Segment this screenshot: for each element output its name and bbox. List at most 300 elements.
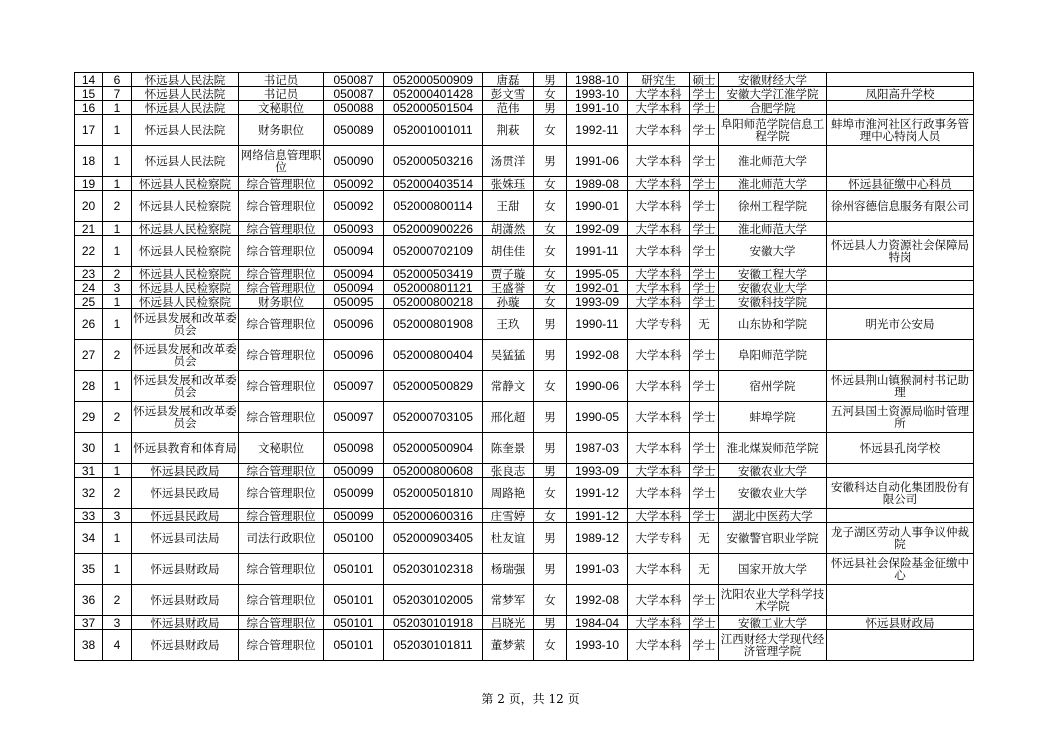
name-cell: 常静文: [483, 371, 534, 402]
degree-cell: 学士: [690, 146, 719, 177]
position-code-cell: 050094: [324, 281, 384, 295]
degree-cell: 学士: [690, 101, 719, 115]
birth-cell: 1993-10: [567, 630, 628, 661]
rank-cell: 1: [103, 554, 132, 585]
rank-cell: 2: [103, 402, 132, 433]
table-row: [75, 523, 974, 554]
unit-cell: 怀远县人民检察院: [132, 236, 239, 267]
seq-cell: 28: [75, 371, 103, 402]
gender-cell: 男: [534, 340, 567, 371]
position-code-cell: 050090: [324, 146, 384, 177]
school-cell: 宿州学院: [719, 371, 827, 402]
rank-cell: 1: [103, 295, 132, 309]
name-cell: 汤贯洋: [483, 146, 534, 177]
birth-cell: 1991-10: [567, 101, 628, 115]
ticket-cell: 052030101918: [384, 616, 483, 630]
position-cell: 综合管理职位: [239, 371, 324, 402]
ticket-cell: 052000503216: [384, 146, 483, 177]
work-unit-cell: 明光市公安局: [827, 309, 974, 340]
position-code-cell: 050088: [324, 101, 384, 115]
position-code-cell: 050099: [324, 464, 384, 478]
birth-cell: 1995-05: [567, 267, 628, 281]
birth-cell: 1990-05: [567, 402, 628, 433]
school-cell: 江西财经大学现代经济管理学院: [719, 630, 827, 661]
gender-cell: 男: [534, 402, 567, 433]
degree-cell: 无: [690, 309, 719, 340]
seq-cell: 33: [75, 509, 103, 523]
ticket-cell: 052000800608: [384, 464, 483, 478]
degree-cell: 学士: [690, 464, 719, 478]
work-unit-cell: [827, 146, 974, 177]
seq-cell: 38: [75, 630, 103, 661]
table-row: [75, 616, 974, 630]
unit-cell: 怀远县发展和改革委员会: [132, 371, 239, 402]
seq-cell: 22: [75, 236, 103, 267]
seq-cell: 35: [75, 554, 103, 585]
unit-cell: 怀远县财政局: [132, 630, 239, 661]
birth-cell: 1990-01: [567, 191, 628, 222]
name-cell: 范伟: [483, 101, 534, 115]
school-cell: 安徽大学: [719, 236, 827, 267]
ticket-cell: 052000403514: [384, 177, 483, 191]
table-row: [75, 585, 974, 616]
seq-cell: 15: [75, 87, 103, 101]
table-row: [75, 146, 974, 177]
seq-cell: 16: [75, 101, 103, 115]
rank-cell: 1: [103, 309, 132, 340]
gender-cell: 女: [534, 585, 567, 616]
gender-cell: 男: [534, 101, 567, 115]
position-cell: 综合管理职位: [239, 630, 324, 661]
table-row: [75, 340, 974, 371]
work-unit-cell: 五河县国土资源局临时管理所: [827, 402, 974, 433]
birth-cell: 1991-03: [567, 554, 628, 585]
name-cell: 常梦军: [483, 585, 534, 616]
education-cell: 大学本科: [628, 554, 690, 585]
unit-cell: 怀远县人民法院: [132, 73, 239, 87]
ticket-cell: 052000500904: [384, 433, 483, 464]
position-cell: 财务职位: [239, 295, 324, 309]
unit-cell: 怀远县财政局: [132, 616, 239, 630]
position-cell: 文秘职位: [239, 101, 324, 115]
work-unit-cell: [827, 73, 974, 87]
unit-cell: 怀远县财政局: [132, 554, 239, 585]
table-row: [75, 222, 974, 236]
rank-cell: 1: [103, 101, 132, 115]
school-cell: 安徽科技学院: [719, 295, 827, 309]
education-cell: 大学本科: [628, 267, 690, 281]
rank-cell: 1: [103, 146, 132, 177]
degree-cell: 学士: [690, 616, 719, 630]
table-row: [75, 509, 974, 523]
work-unit-cell: [827, 340, 974, 371]
work-unit-cell: 怀远县征缴中心科员: [827, 177, 974, 191]
ticket-cell: 052000703105: [384, 402, 483, 433]
gender-cell: 女: [534, 267, 567, 281]
gender-cell: 男: [534, 146, 567, 177]
education-cell: 研究生: [628, 73, 690, 87]
position-cell: 综合管理职位: [239, 340, 324, 371]
unit-cell: 怀远县人民检察院: [132, 267, 239, 281]
position-code-cell: 050101: [324, 585, 384, 616]
school-cell: 安徽财经大学: [719, 73, 827, 87]
rank-cell: 1: [103, 371, 132, 402]
name-cell: 彭文雪: [483, 87, 534, 101]
school-cell: 阜阳师范学院信息工程学院: [719, 115, 827, 146]
seq-cell: 34: [75, 523, 103, 554]
table-row: [75, 115, 974, 146]
name-cell: 庄雪婷: [483, 509, 534, 523]
name-cell: 杜友谊: [483, 523, 534, 554]
school-cell: 阜阳师范学院: [719, 340, 827, 371]
position-cell: 综合管理职位: [239, 509, 324, 523]
birth-cell: 1991-11: [567, 236, 628, 267]
ticket-cell: 052000800404: [384, 340, 483, 371]
position-cell: 综合管理职位: [239, 309, 324, 340]
school-cell: 安徽工程大学: [719, 267, 827, 281]
unit-cell: 怀远县人民检察院: [132, 281, 239, 295]
gender-cell: 女: [534, 509, 567, 523]
degree-cell: 学士: [690, 295, 719, 309]
page-footer: 第 2 页，共 12 页: [481, 692, 580, 706]
degree-cell: 学士: [690, 236, 719, 267]
education-cell: 大学本科: [628, 115, 690, 146]
position-code-cell: 050094: [324, 236, 384, 267]
work-unit-cell: 蚌埠市淮河社区行政事务管理中心特岗人员: [827, 115, 974, 146]
degree-cell: 学士: [690, 402, 719, 433]
position-code-cell: 050092: [324, 191, 384, 222]
name-cell: 邢化超: [483, 402, 534, 433]
position-code-cell: 050101: [324, 630, 384, 661]
position-code-cell: 050095: [324, 295, 384, 309]
table-row: [75, 177, 974, 191]
name-cell: 陈奎景: [483, 433, 534, 464]
ticket-cell: 052030102318: [384, 554, 483, 585]
position-cell: 综合管理职位: [239, 585, 324, 616]
ticket-cell: 052000800218: [384, 295, 483, 309]
education-cell: 大学本科: [628, 509, 690, 523]
school-cell: 淮北师范大学: [719, 177, 827, 191]
unit-cell: 怀远县人民法院: [132, 87, 239, 101]
seq-cell: 24: [75, 281, 103, 295]
birth-cell: 1988-10: [567, 73, 628, 87]
degree-cell: 学士: [690, 630, 719, 661]
name-cell: 张姝珏: [483, 177, 534, 191]
name-cell: 吴猛猛: [483, 340, 534, 371]
position-code-cell: 050101: [324, 616, 384, 630]
table-row: [75, 554, 974, 585]
ticket-cell: 052000503419: [384, 267, 483, 281]
education-cell: 大学本科: [628, 295, 690, 309]
unit-cell: 怀远县人民检察院: [132, 177, 239, 191]
unit-cell: 怀远县民政局: [132, 464, 239, 478]
birth-cell: 1992-08: [567, 585, 628, 616]
table-row: [75, 236, 974, 267]
seq-cell: 32: [75, 478, 103, 509]
unit-cell: 怀远县人民法院: [132, 115, 239, 146]
work-unit-cell: 怀远县孔岗学校: [827, 433, 974, 464]
position-cell: 综合管理职位: [239, 281, 324, 295]
school-cell: 淮北师范大学: [719, 146, 827, 177]
table-row: [75, 295, 974, 309]
position-code-cell: 050100: [324, 523, 384, 554]
work-unit-cell: 徐州容德信息服务有限公司: [827, 191, 974, 222]
education-cell: 大学专科: [628, 309, 690, 340]
seq-cell: 17: [75, 115, 103, 146]
work-unit-cell: [827, 630, 974, 661]
education-cell: 大学本科: [628, 236, 690, 267]
birth-cell: 1993-10: [567, 87, 628, 101]
education-cell: 大学本科: [628, 87, 690, 101]
education-cell: 大学本科: [628, 371, 690, 402]
education-cell: 大学本科: [628, 433, 690, 464]
rank-cell: 1: [103, 177, 132, 191]
ticket-cell: 052030102005: [384, 585, 483, 616]
position-cell: 司法行政职位: [239, 523, 324, 554]
education-cell: 大学本科: [628, 191, 690, 222]
ticket-cell: 052000401428: [384, 87, 483, 101]
ticket-cell: 052000903405: [384, 523, 483, 554]
position-cell: 网络信息管理职位: [239, 146, 324, 177]
table-row: [75, 402, 974, 433]
gender-cell: 女: [534, 236, 567, 267]
school-cell: 湖北中医药大学: [719, 509, 827, 523]
degree-cell: 学士: [690, 340, 719, 371]
gender-cell: 女: [534, 177, 567, 191]
ticket-cell: 052001001011: [384, 115, 483, 146]
unit-cell: 怀远县人民法院: [132, 146, 239, 177]
gender-cell: 女: [534, 87, 567, 101]
work-unit-cell: [827, 585, 974, 616]
position-cell: 综合管理职位: [239, 236, 324, 267]
results-table: [74, 72, 974, 661]
ticket-cell: 052000800114: [384, 191, 483, 222]
education-cell: 大学本科: [628, 630, 690, 661]
unit-cell: 怀远县人民检察院: [132, 191, 239, 222]
unit-cell: 怀远县教育和体育局: [132, 433, 239, 464]
birth-cell: 1992-01: [567, 281, 628, 295]
education-cell: 大学专科: [628, 523, 690, 554]
seq-cell: 19: [75, 177, 103, 191]
ticket-cell: 052000900226: [384, 222, 483, 236]
position-cell: 财务职位: [239, 115, 324, 146]
education-cell: 大学本科: [628, 146, 690, 177]
seq-cell: 20: [75, 191, 103, 222]
table-row: [75, 433, 974, 464]
degree-cell: 学士: [690, 115, 719, 146]
birth-cell: 1991-12: [567, 509, 628, 523]
degree-cell: 无: [690, 523, 719, 554]
unit-cell: 怀远县发展和改革委员会: [132, 309, 239, 340]
position-code-cell: 050092: [324, 177, 384, 191]
seq-cell: 25: [75, 295, 103, 309]
table-row: [75, 464, 974, 478]
education-cell: 大学本科: [628, 177, 690, 191]
seq-cell: 23: [75, 267, 103, 281]
position-cell: 书记员: [239, 87, 324, 101]
seq-cell: 27: [75, 340, 103, 371]
rank-cell: 1: [103, 464, 132, 478]
name-cell: 胡佳佳: [483, 236, 534, 267]
position-code-cell: 050087: [324, 73, 384, 87]
name-cell: 唐磊: [483, 73, 534, 87]
name-cell: 杨瑞强: [483, 554, 534, 585]
table-row: [75, 73, 974, 87]
name-cell: 王盛誉: [483, 281, 534, 295]
school-cell: 沈阳农业大学科学技术学院: [719, 585, 827, 616]
unit-cell: 怀远县司法局: [132, 523, 239, 554]
work-unit-cell: [827, 281, 974, 295]
degree-cell: 学士: [690, 585, 719, 616]
position-cell: 综合管理职位: [239, 616, 324, 630]
ticket-cell: 052030101811: [384, 630, 483, 661]
school-cell: 淮北师范大学: [719, 222, 827, 236]
position-cell: 文秘职位: [239, 433, 324, 464]
seq-cell: 36: [75, 585, 103, 616]
education-cell: 大学本科: [628, 616, 690, 630]
work-unit-cell: [827, 222, 974, 236]
rank-cell: 2: [103, 585, 132, 616]
rank-cell: 1: [103, 236, 132, 267]
degree-cell: 学士: [690, 433, 719, 464]
rank-cell: 2: [103, 478, 132, 509]
birth-cell: 1990-11: [567, 309, 628, 340]
gender-cell: 女: [534, 191, 567, 222]
position-code-cell: 050098: [324, 433, 384, 464]
work-unit-cell: 龙子湖区劳动人事争议仲裁院: [827, 523, 974, 554]
degree-cell: 学士: [690, 222, 719, 236]
rank-cell: 2: [103, 191, 132, 222]
school-cell: 安徽大学江淮学院: [719, 87, 827, 101]
degree-cell: 学士: [690, 191, 719, 222]
rank-cell: 2: [103, 267, 132, 281]
rank-cell: 4: [103, 630, 132, 661]
degree-cell: 无: [690, 554, 719, 585]
unit-cell: 怀远县民政局: [132, 478, 239, 509]
table-row: [75, 630, 974, 661]
degree-cell: 学士: [690, 267, 719, 281]
gender-cell: 女: [534, 115, 567, 146]
unit-cell: 怀远县民政局: [132, 509, 239, 523]
rank-cell: 6: [103, 73, 132, 87]
table-row: [75, 281, 974, 295]
position-cell: 综合管理职位: [239, 478, 324, 509]
position-cell: 综合管理职位: [239, 177, 324, 191]
gender-cell: 男: [534, 464, 567, 478]
unit-cell: 怀远县人民法院: [132, 101, 239, 115]
unit-cell: 怀远县财政局: [132, 585, 239, 616]
work-unit-cell: 安徽科达自动化集团股份有限公司: [827, 478, 974, 509]
degree-cell: 学士: [690, 371, 719, 402]
work-unit-cell: [827, 464, 974, 478]
table-row: [75, 101, 974, 115]
birth-cell: 1990-06: [567, 371, 628, 402]
unit-cell: 怀远县人民检察院: [132, 222, 239, 236]
school-cell: 蚌埠学院: [719, 402, 827, 433]
ticket-cell: 052000801908: [384, 309, 483, 340]
school-cell: 安徽警官职业学院: [719, 523, 827, 554]
gender-cell: 女: [534, 222, 567, 236]
name-cell: 吕晓光: [483, 616, 534, 630]
seq-cell: 31: [75, 464, 103, 478]
work-unit-cell: [827, 267, 974, 281]
position-cell: 书记员: [239, 73, 324, 87]
work-unit-cell: 凤阳高升学校: [827, 87, 974, 101]
work-unit-cell: 怀远县社会保险基金征缴中心: [827, 554, 974, 585]
work-unit-cell: 怀远县人力资源社会保障局特岗: [827, 236, 974, 267]
ticket-cell: 052000702109: [384, 236, 483, 267]
education-cell: 大学本科: [628, 340, 690, 371]
education-cell: 大学本科: [628, 222, 690, 236]
position-code-cell: 050096: [324, 309, 384, 340]
ticket-cell: 052000501504: [384, 101, 483, 115]
gender-cell: 女: [534, 281, 567, 295]
school-cell: 徐州工程学院: [719, 191, 827, 222]
rank-cell: 3: [103, 616, 132, 630]
position-code-cell: 050096: [324, 340, 384, 371]
birth-cell: 1991-12: [567, 478, 628, 509]
birth-cell: 1987-03: [567, 433, 628, 464]
position-code-cell: 050097: [324, 402, 384, 433]
position-code-cell: 050087: [324, 87, 384, 101]
education-cell: 大学本科: [628, 101, 690, 115]
table-body: [75, 73, 974, 661]
birth-cell: 1992-11: [567, 115, 628, 146]
rank-cell: 1: [103, 115, 132, 146]
school-cell: 淮北煤炭师范学院: [719, 433, 827, 464]
table-row: [75, 371, 974, 402]
seq-cell: 14: [75, 73, 103, 87]
name-cell: 周路艳: [483, 478, 534, 509]
name-cell: 荆萩: [483, 115, 534, 146]
name-cell: 王玖: [483, 309, 534, 340]
position-code-cell: 050097: [324, 371, 384, 402]
gender-cell: 女: [534, 478, 567, 509]
position-code-cell: 050094: [324, 267, 384, 281]
table-row: [75, 191, 974, 222]
birth-cell: 1989-12: [567, 523, 628, 554]
degree-cell: 学士: [690, 177, 719, 191]
seq-cell: 29: [75, 402, 103, 433]
school-cell: 安徽农业大学: [719, 478, 827, 509]
degree-cell: 硕士: [690, 73, 719, 87]
degree-cell: 学士: [690, 87, 719, 101]
name-cell: 孙璇: [483, 295, 534, 309]
position-cell: 综合管理职位: [239, 554, 324, 585]
name-cell: 张良志: [483, 464, 534, 478]
gender-cell: 男: [534, 309, 567, 340]
unit-cell: 怀远县发展和改革委员会: [132, 402, 239, 433]
school-cell: 合肥学院: [719, 101, 827, 115]
gender-cell: 女: [534, 295, 567, 309]
work-unit-cell: [827, 509, 974, 523]
degree-cell: 学士: [690, 509, 719, 523]
education-cell: 大学本科: [628, 464, 690, 478]
school-cell: 安徽工业大学: [719, 616, 827, 630]
gender-cell: 女: [534, 630, 567, 661]
position-code-cell: 050099: [324, 478, 384, 509]
rank-cell: 1: [103, 433, 132, 464]
seq-cell: 37: [75, 616, 103, 630]
school-cell: 山东协和学院: [719, 309, 827, 340]
education-cell: 大学本科: [628, 585, 690, 616]
birth-cell: 1992-08: [567, 340, 628, 371]
seq-cell: 21: [75, 222, 103, 236]
gender-cell: 男: [534, 616, 567, 630]
ticket-cell: 052000500909: [384, 73, 483, 87]
seq-cell: 18: [75, 146, 103, 177]
gender-cell: 男: [534, 523, 567, 554]
